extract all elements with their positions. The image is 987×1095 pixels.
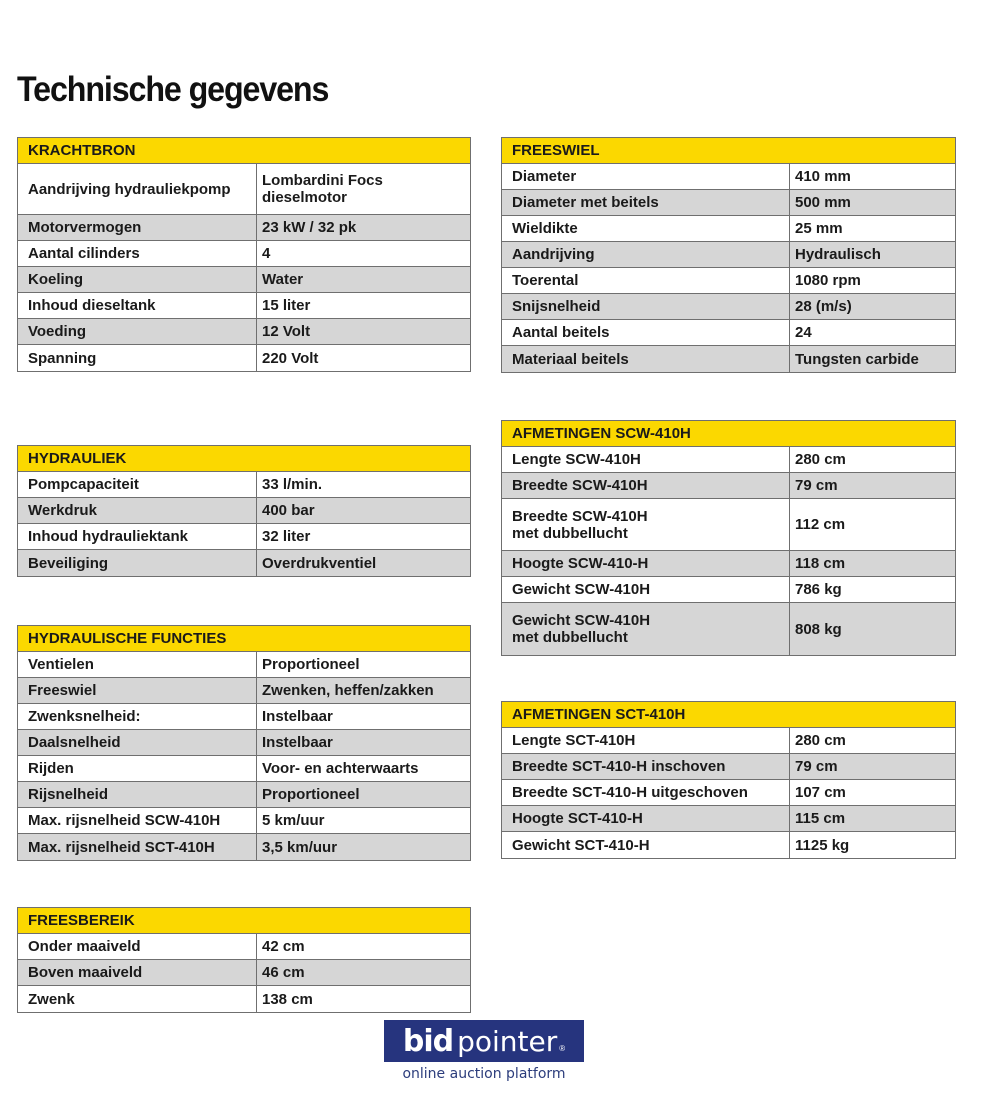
row-value: 808 kg: [795, 620, 842, 638]
table-row: [502, 728, 955, 754]
row-label: Breedte SCW-410H: [502, 473, 790, 498]
table-afmetingen-sct: [501, 701, 956, 859]
table-row: [18, 498, 470, 524]
table-row: [502, 603, 955, 655]
row-value: Voor- en achterwaarts: [262, 760, 419, 777]
row-label: Max. rijsnelheid SCT-410H: [18, 834, 257, 860]
row-label: Hoogte SCT-410-H: [502, 806, 790, 831]
table-freeswiel: [501, 137, 956, 373]
table-row: [18, 678, 470, 704]
row-label: Spanning: [18, 345, 257, 371]
table-row: [18, 164, 470, 215]
table-row: [502, 754, 955, 780]
row-label: Aantal beitels: [502, 320, 790, 345]
logo-pointer-text: pointer: [457, 1024, 558, 1058]
table-row: [18, 808, 470, 834]
table-header: AFMETINGEN SCW-410H: [502, 421, 955, 447]
table-row: [502, 242, 955, 268]
row-label: Rijden: [18, 756, 257, 781]
table-row: [502, 473, 955, 499]
row-label: Materiaal beitels: [502, 346, 790, 372]
row-value: Overdrukventiel: [262, 554, 377, 572]
table-header: KRACHTBRON: [18, 138, 470, 164]
bidpointer-logo: [384, 1020, 584, 1062]
table-header: FREESWIEL: [502, 138, 955, 164]
row-label: Hoogte SCW-410-H: [502, 551, 790, 576]
table-row: [18, 960, 470, 986]
row-label: Zwenk: [18, 986, 257, 1012]
row-value: Proportioneel: [262, 656, 360, 673]
table-row: [502, 216, 955, 242]
row-value: Hydraulisch: [795, 246, 881, 263]
row-label: Toerental: [502, 268, 790, 293]
row-value: 500 mm: [795, 194, 851, 211]
row-label: Gewicht SCT-410-H: [502, 832, 790, 858]
row-value: 46 cm: [262, 964, 305, 981]
table-row: [18, 834, 470, 860]
row-label: Aandrijving: [502, 242, 790, 267]
table-row: [18, 550, 470, 576]
row-label: Beveiliging: [18, 550, 257, 576]
row-label: Inhoud hydrauliektank: [18, 524, 257, 549]
row-label: Koeling: [18, 267, 257, 292]
table-row: [18, 934, 470, 960]
table-row: [18, 267, 470, 293]
table-row: [18, 345, 470, 371]
row-label: Werkdruk: [18, 498, 257, 523]
table-row: [502, 190, 955, 216]
table-row: [502, 551, 955, 577]
row-label: Rijsnelheid: [18, 782, 257, 807]
row-value: 1125 kg: [795, 836, 850, 854]
row-value: 3,5 km/uur: [262, 838, 338, 856]
row-value: 42 cm: [262, 938, 305, 955]
row-value: Instelbaar: [262, 708, 333, 725]
table-row: [502, 447, 955, 473]
row-label: Lengte SCT-410H: [502, 728, 790, 753]
row-label: Gewicht SCW-410H: [502, 577, 790, 602]
table-row: [18, 782, 470, 808]
row-label: Voeding: [18, 319, 257, 344]
table-row: [18, 215, 470, 241]
registered-icon: ®: [559, 1043, 566, 1053]
table-row: [502, 320, 955, 346]
row-label: Freeswiel: [18, 678, 257, 703]
row-value: 12 Volt: [262, 323, 311, 340]
table-row: [18, 241, 470, 267]
row-value: Zwenken, heffen/zakken: [262, 682, 434, 699]
row-value: 107 cm: [795, 784, 846, 801]
table-row: [18, 293, 470, 319]
row-value: 118 cm: [795, 555, 846, 572]
row-value: 786 kg: [795, 581, 842, 598]
table-hydraulische-functies: [17, 625, 471, 861]
table-row: [18, 730, 470, 756]
table-row: [502, 268, 955, 294]
row-value: 25 mm: [795, 220, 843, 237]
row-value: 1080 rpm: [795, 272, 861, 289]
table-row: [18, 524, 470, 550]
row-value: Water: [262, 271, 304, 288]
page-title: Technische gegevens: [17, 70, 329, 109]
table-row: [502, 780, 955, 806]
row-value: Instelbaar: [262, 734, 333, 751]
table-afmetingen-scw: [501, 420, 956, 656]
row-label: Breedte SCT-410-H inschoven: [502, 754, 790, 779]
row-label: Boven maaiveld: [18, 960, 257, 985]
table-row: [502, 294, 955, 320]
table-row: [502, 832, 955, 858]
row-label: Diameter met beitels: [502, 190, 790, 215]
row-value: 138 cm: [262, 990, 313, 1008]
table-header: HYDRAULISCHE FUNCTIES: [18, 626, 470, 652]
table-row: [18, 652, 470, 678]
table-row: [18, 704, 470, 730]
row-value: Lombardini Focs dieselmotor: [262, 172, 383, 206]
row-label: Aandrijving hydrauliekpomp: [18, 164, 257, 214]
row-value: 115 cm: [795, 810, 846, 827]
table-row: [502, 806, 955, 832]
row-label: Zwenksnelheid:: [18, 704, 257, 729]
table-row: [18, 472, 470, 498]
row-value: 220 Volt: [262, 349, 319, 367]
table-row: [502, 164, 955, 190]
row-value: 410 mm: [795, 168, 851, 185]
table-row: [18, 756, 470, 782]
table-freesbereik: [17, 907, 471, 1013]
table-row: [18, 986, 470, 1012]
logo-tagline: online auction platform: [402, 1066, 566, 1082]
row-value: 33 l/min.: [262, 476, 323, 493]
row-label: Wieldikte: [502, 216, 790, 241]
row-label: Snijsnelheid: [502, 294, 790, 319]
table-hydrauliek: [17, 445, 471, 577]
row-label: Lengte SCW-410H: [502, 447, 790, 472]
row-label: Aantal cilinders: [18, 241, 257, 266]
row-label: Pompcapaciteit: [18, 472, 257, 497]
row-label: Onder maaiveld: [18, 934, 257, 959]
table-row: [18, 319, 470, 345]
row-value: 400 bar: [262, 502, 315, 519]
row-label-text: Gewicht SCW-410H met dubbellucht: [512, 612, 651, 646]
row-label: Max. rijsnelheid SCW-410H: [18, 808, 257, 833]
row-label: [502, 603, 790, 655]
table-row: [502, 346, 955, 372]
table-header: AFMETINGEN SCT-410H: [502, 702, 955, 728]
row-label: Ventielen: [18, 652, 257, 677]
row-value: 15 liter: [262, 297, 311, 314]
row-label: Motorvermogen: [18, 215, 257, 240]
row-value: 4: [262, 245, 271, 262]
row-value: Tungsten carbide: [795, 350, 919, 368]
logo-bid-text: bid: [402, 1023, 454, 1059]
row-label: Inhoud dieseltank: [18, 293, 257, 318]
row-value: 23 kW / 32 pk: [262, 219, 357, 236]
row-label: [502, 499, 790, 550]
row-value: 5 km/uur: [262, 812, 325, 829]
table-header: FREESBEREIK: [18, 908, 470, 934]
row-value: 280 cm: [795, 732, 846, 749]
table-row: [502, 499, 955, 551]
row-value: 79 cm: [795, 758, 838, 775]
row-value: 79 cm: [795, 477, 838, 494]
row-value: Proportioneel: [262, 786, 360, 803]
table-row: [502, 577, 955, 603]
row-value: 280 cm: [795, 451, 846, 468]
row-label: Daalsnelheid: [18, 730, 257, 755]
table-header: HYDRAULIEK: [18, 446, 470, 472]
row-label: Breedte SCT-410-H uitgeschoven: [502, 780, 790, 805]
row-value: 28 (m/s): [795, 298, 852, 315]
row-label: Diameter: [502, 164, 790, 189]
row-value: 24: [795, 324, 812, 341]
row-value: 32 liter: [262, 528, 311, 545]
table-krachtbron: [17, 137, 471, 372]
row-label-text: Breedte SCW-410H met dubbellucht: [512, 507, 648, 542]
row-value: 112 cm: [795, 516, 846, 533]
